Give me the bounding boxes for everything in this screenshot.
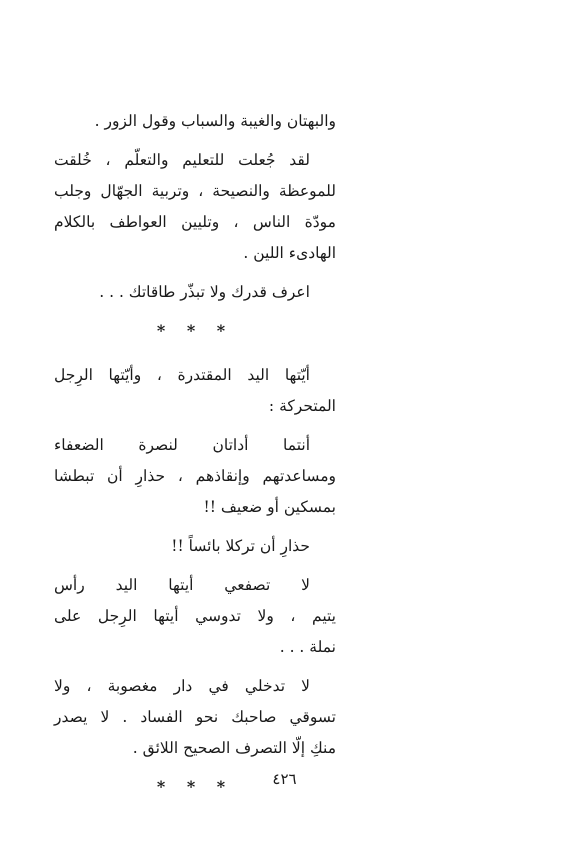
paragraph bbox=[54, 430, 336, 523]
paragraph bbox=[54, 360, 336, 422]
text-line: مودّة الناس ، وتليين العواطف بالكلام bbox=[54, 213, 336, 231]
section-separator: * * * bbox=[156, 321, 234, 340]
text-line: نملة . . . bbox=[279, 638, 336, 656]
text-line: لا تدخلي في دار مغصوبة ، ولا bbox=[54, 677, 310, 695]
page-body bbox=[54, 106, 336, 816]
paragraph bbox=[54, 106, 336, 137]
paragraph bbox=[54, 570, 336, 663]
text-line: أنتما أداتان لنصرة الضعفاء bbox=[54, 436, 310, 454]
page-number: ٤٢٦ bbox=[272, 770, 297, 788]
paragraph bbox=[54, 671, 336, 764]
text-line: الهادىء اللين . bbox=[243, 244, 336, 262]
text-line: أيّتها اليد المقتدرة ، وأيّتها الرِجل bbox=[54, 366, 310, 384]
text-line: يتيم ، ولا تدوسي أيتها الرِجل على bbox=[54, 607, 336, 625]
text-line: حذارِ أن تركلا بائساً !! bbox=[171, 537, 310, 555]
section-separator: * * * bbox=[156, 777, 234, 796]
text-line: اعرف قدرك ولا تبذّر طاقاتك . . . bbox=[99, 283, 310, 301]
text-line: ومساعدتهم وإنقاذهم ، حذارِ أن تبطشا bbox=[54, 467, 336, 485]
paragraph bbox=[54, 531, 336, 562]
text-line: لا تصفعي أيتها اليد رأس bbox=[54, 576, 310, 594]
text-line: تسوقي صاحبك نحو الفساد . لا يصدر bbox=[54, 708, 336, 726]
text-line: للموعظة والنصيحة ، وتربية الجهّال وجلب bbox=[54, 182, 336, 200]
text-line: بمسكين أو ضعيف !! bbox=[203, 498, 336, 516]
paragraph bbox=[54, 145, 336, 269]
text-line: والبهتان والغيبة والسباب وقول الزور . bbox=[94, 112, 336, 130]
text-line: المتحركة : bbox=[268, 397, 336, 415]
paragraph bbox=[54, 277, 336, 308]
text-line: منكِ إلّا التصرف الصحيح اللائق . bbox=[132, 739, 336, 757]
text-line: لقد جُعلت للتعليم والتعلّم ، خُلقت bbox=[54, 151, 310, 169]
